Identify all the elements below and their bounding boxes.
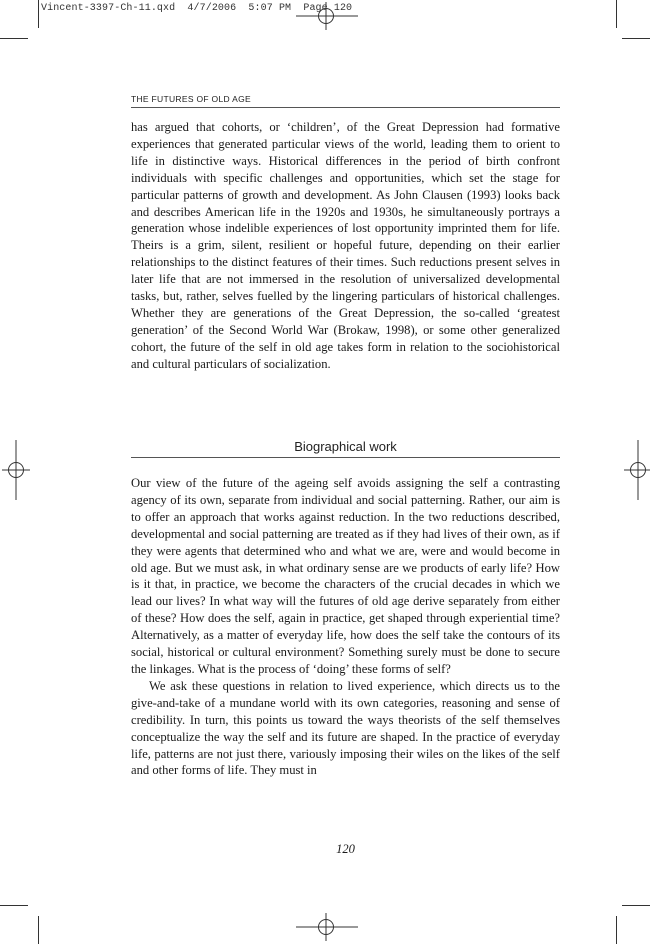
paragraph: has argued that cohorts, or ‘children’, of the Great Depression had formative experiences that generated particular views of the world, leading them to orient to life in distinctive ways. Historical differences in the period of birth confront individuals with specific challenges and opportunities, which set the stage for particular patterns of growth and development. As John Clausen (1993) looks back and describes American life in the 1920s and 1930s, he simultaneously portrays a generation whose indelible experiences of lost opportunity imprinted them for life. Theirs is a grim, silent, resilient or hopeful future, depending on their earlier relationships to the distinct features of their times. Such reductions present selves in later life that are not immersed in the resolution of universalized developmental tasks, but, rather, selves fuelled by the lingering particulars of historical challenges. Whether they are generations of the Great Depression, the so-called ‘greatest generation’ of the Second World War (Brokaw, 1998), or some other generalized cohort, the future of the self in old age takes form in relation to the sociohistorical and cultural particulars of socialization. [131, 120, 560, 371]
paragraph: We ask these questions in relation to lived experience, which directs us to the give-and-take of a mundane world with its own categories, reasoning and sense of credibility. In turn, this points us toward the ways theorists of the self themselves conceptualize the way the self and its future are shaped. In the practice of everyday life, patterns are not just there, variously imposing their wiles on the likes of the self and other forms of life. They must in [131, 678, 560, 778]
registration-mark-right [624, 440, 650, 500]
body-text-top [131, 119, 560, 373]
section-heading: Biographical work [131, 439, 560, 458]
registration-mark-left [2, 440, 30, 500]
print-slug: Vincent-3397-Ch-11.qxd 4/7/2006 5:07 PM Page 120 [41, 3, 353, 14]
registration-mark-top [296, 2, 358, 30]
page-number: 120 [336, 842, 355, 856]
running-head: THE FUTURES OF OLD AGE [131, 94, 560, 108]
registration-mark-bottom [296, 913, 358, 941]
body-text-bottom [131, 475, 560, 779]
paragraph: Our view of the future of the ageing self avoids assigning the self a contrasting agency of its own, separate from individual and social patterning. Rather, our aim is to offer an approach that works against reduction. In the two reductions described, developmental and social patterning are treated as if they had lives of their own, as if they were agents that determined who and what we are, were and would become in old age. But we must ask, in what ordinary sense are we products of early life? How is it that, in practice, we become the characters of the crucial decades in which we lead our lives? In what way will the futures of old age derive separately from either of these? How does the self, again in practice, get shaped through experiential time? Alternatively, as a matter of everyday life, how does the self take the contours of its social, historical or cultural environment? Something surely must be done to secure the linkages. What is the process of ‘doing’ these forms of self? [131, 476, 560, 676]
